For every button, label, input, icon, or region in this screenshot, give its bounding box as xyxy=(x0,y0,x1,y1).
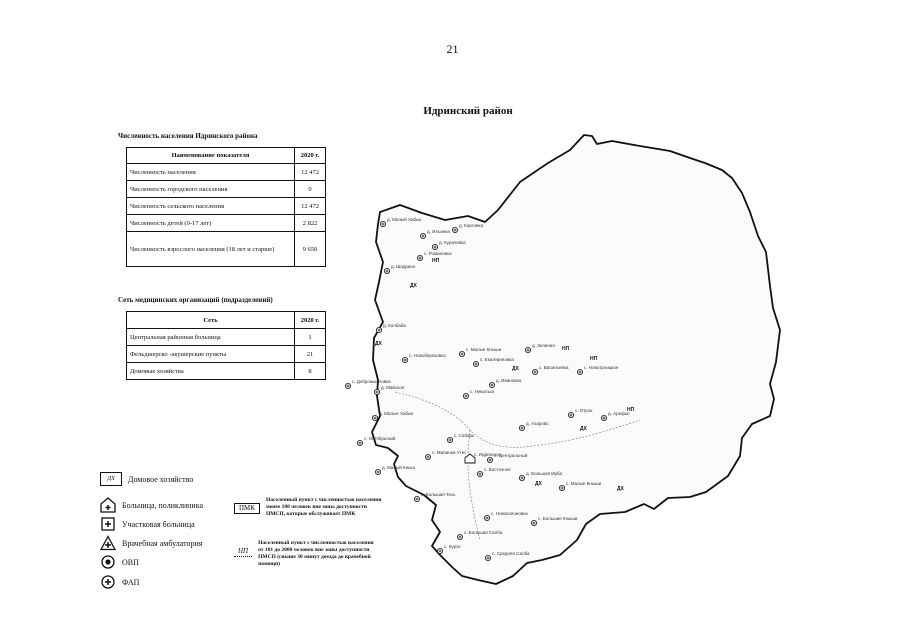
table-row xyxy=(127,346,326,363)
row-value: 8 xyxy=(295,363,326,380)
table-header-row xyxy=(127,148,326,164)
map-tag-np: НП xyxy=(627,407,635,413)
settlement-label: д. Майское xyxy=(381,385,405,390)
row-name: Домовые хозяйства xyxy=(127,363,295,380)
settlement-label: с. Большая Салба xyxy=(464,530,503,535)
legend-item-ovp xyxy=(100,554,139,570)
map-tag-np: НП xyxy=(562,346,570,352)
column-header-name: Наименование показателя xyxy=(127,148,295,164)
map-tag-np: НП xyxy=(432,258,440,264)
fap-icon xyxy=(100,574,116,590)
settlement-label: с. Восточное xyxy=(484,467,511,472)
row-name: Фельдшерско -акушерские пункты xyxy=(127,346,295,363)
population-table xyxy=(126,147,326,267)
column-header-name: Сеть xyxy=(127,312,295,329)
legend-item-ambulatory xyxy=(100,535,202,551)
settlement-label: д. Большая Ирба xyxy=(526,471,562,476)
settlement-label: д. Ильинка xyxy=(427,229,450,234)
row-name: Численность городского населения xyxy=(127,181,295,198)
legend-item-fap xyxy=(100,574,139,590)
settlement-label: с. Малинов Утес xyxy=(432,450,467,455)
settlement-label: с. Средняя Салба xyxy=(492,551,530,556)
network-caption: Сеть медицинских организаций (подразделений) xyxy=(118,296,273,304)
page-number: 21 xyxy=(446,42,459,56)
settlement-label: д. Кортовка xyxy=(459,223,484,228)
settlement-label: с. Отрок xyxy=(575,408,593,413)
table-row xyxy=(127,329,326,346)
settlement-label: д. Малый Хабык xyxy=(387,217,422,222)
district-hospital-icon xyxy=(100,516,116,532)
legend-item-district-hospital xyxy=(100,516,195,532)
row-name: Численность детей (0-17 лет) xyxy=(127,215,295,232)
map-tag-dh: ДХ xyxy=(580,426,587,432)
np-tag-icon: НП xyxy=(234,547,252,557)
settlement-label: с. Малые Кныши xyxy=(566,481,602,486)
map-tag-dh: ДХ xyxy=(535,481,542,487)
settlement-label: с. Добромысловка xyxy=(352,379,391,384)
settlement-label: с. Новотроицкое xyxy=(584,365,619,370)
map-title: Идринский район xyxy=(423,105,513,117)
legend-label: Участковая больница xyxy=(122,519,195,529)
table-row xyxy=(127,215,326,232)
settlement-label: с. Идринское xyxy=(474,452,502,457)
row-name: Центральная районная больница xyxy=(127,329,295,346)
map-tag-dh: ДХ xyxy=(375,341,382,347)
table-row xyxy=(127,232,326,267)
row-value: 21 xyxy=(295,346,326,363)
settlement-label: с. Новоберезовка xyxy=(409,353,446,358)
row-value: 12 472 xyxy=(295,198,326,215)
table-row xyxy=(127,164,326,181)
legend-label: ФАП xyxy=(122,577,140,587)
column-header-year: 2020 г. xyxy=(295,312,326,329)
ovp-icon xyxy=(100,554,116,570)
row-value: 1 xyxy=(295,329,326,346)
settlement-label: д. Арефье xyxy=(608,411,630,416)
row-value: 9 650 xyxy=(295,232,326,267)
district-map xyxy=(330,120,800,590)
settlement-label: с. Большая Тесь xyxy=(421,492,456,497)
settlement-label: с. Большие Кныши xyxy=(538,516,578,521)
pmk-tag-icon: ПМК xyxy=(234,503,260,514)
settlement-label: с. Октябрьский xyxy=(364,436,396,441)
table-row xyxy=(127,198,326,215)
settlement-label: с. Центральный xyxy=(494,453,528,458)
legend-label: Больница, поликлиника xyxy=(122,500,204,510)
settlement-label: с. Новокопоновка xyxy=(491,511,528,516)
map-tag-dh: ДХ xyxy=(617,486,624,492)
map-tag-dh: ДХ xyxy=(410,283,417,289)
row-value: 2 822 xyxy=(295,215,326,232)
settlement-label: с. Никольск xyxy=(470,389,495,394)
map-tag-dh: ДХ xyxy=(512,366,519,372)
settlement-label: д. Малые Хабык xyxy=(379,411,414,416)
settlement-label: д. Курачевка xyxy=(439,240,466,245)
settlement-label: д. Колбаба xyxy=(383,323,406,328)
legend-item-dh xyxy=(100,472,193,486)
network-table xyxy=(126,311,326,380)
settlement-label: д. Зеленая xyxy=(532,343,555,348)
population-caption: Численность населения Идринского района xyxy=(118,132,258,140)
settlement-label: с. Малые Кныши xyxy=(466,347,502,352)
dh-tag-icon: ДХ xyxy=(100,472,122,486)
settlement-label: с. Романовка xyxy=(424,251,452,256)
legend-label: Врачебная амбулатория xyxy=(122,538,203,548)
legend-label: ОВП xyxy=(122,557,139,567)
column-header-year: 2020 г. xyxy=(295,148,326,164)
settlement-label: с. Сабарь xyxy=(454,433,475,438)
legend-note-text: Населенный пункт с численностью населения менее 100 человек вне зоны доступности ПМСП, которые обслуживает ПМК xyxy=(265,497,382,517)
row-value: 0 xyxy=(295,181,326,198)
table-row xyxy=(127,181,326,198)
table-row xyxy=(127,363,326,380)
legend-label: Домовое хозяйство xyxy=(128,474,194,484)
table-header-row xyxy=(127,312,326,329)
legend-note-text: Населенный пункт с численностью населения от 101 до 2000 человек вне зоны доступности ПМСП (свыше 30 минут доезда до врачебной помощи) xyxy=(258,540,374,567)
settlement-label: д. Азарово xyxy=(526,421,549,426)
row-value: 12 472 xyxy=(295,164,326,181)
ambulatory-icon xyxy=(100,535,116,551)
settlement-label: д. Шадрино xyxy=(391,264,416,269)
settlement-label: с. Курск xyxy=(444,544,461,549)
hospital-icon xyxy=(100,497,116,513)
row-name: Численность населения xyxy=(127,164,295,181)
map-tag-np: НП xyxy=(590,356,598,362)
settlement-label: д. Ивановка xyxy=(496,378,522,383)
settlement-label: д. Малый Кныш xyxy=(382,465,416,470)
settlement-label: с. Екатериновка xyxy=(480,357,514,362)
legend-item-hospital xyxy=(100,497,203,513)
settlement-label: с. Васильевка xyxy=(539,365,569,370)
row-name: Численность взрослого населения (18 лет и старше) xyxy=(127,232,295,267)
row-name: Численность сельского населения xyxy=(127,198,295,215)
